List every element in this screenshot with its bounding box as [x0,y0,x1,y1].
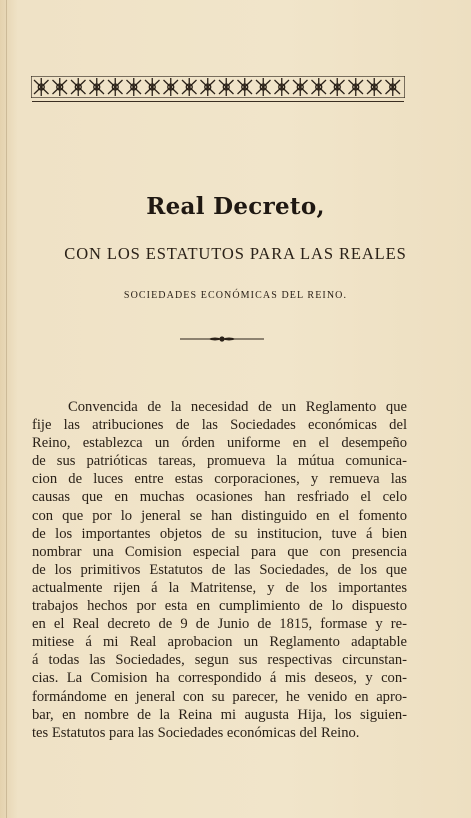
ornament-motif [182,78,197,96]
ornament-rule [32,101,404,102]
body-line: bar, en nombre de la Reina mi augusta Hija, los siguien- [32,706,407,723]
body-line: con que por lo jeneral se han distinguido en el fomento [32,507,407,524]
body-line: Reino, establezca un órden uniforme en el desempeño [32,435,407,452]
ornament-motif [127,78,142,96]
body-line: de los importantes objetos de su institucion, tuve á bien [32,525,407,542]
ornament-motif [349,78,364,96]
ornament-motif [312,78,327,96]
ornament-motif [90,78,105,96]
body-line: tes Estatutos para las Sociedades económicas del Reino. [32,724,360,741]
body-paragraph [32,398,407,742]
body-line: actualmente rijen á la Matritense, y de los importantes [32,579,407,596]
ornament-motif [238,78,253,96]
ornament-motif [164,78,179,96]
body-line: trabajos hechos por esta en cumplimiento de lo dispuesto [32,598,407,615]
document-subtitle-small-caps: SOCIEDADES ECONÓMICAS DEL REINO. [123,290,348,301]
body-line: mitiese á mi Real aprobacion un Reglamento adaptable [32,634,407,651]
ornament-motif [386,78,401,96]
body-line: cias. La Comision ha correspondido á mis deseos, y con- [32,670,407,687]
body-line: fije las atribuciones de las Sociedades económicas del [32,417,407,434]
ornament-motif [219,78,234,96]
ornament-motif [53,78,68,96]
document-subtitle: CON LOS ESTATUTOS PARA LAS REALES [64,244,407,263]
ornament-motif [275,78,290,96]
body-line: en el Real decreto de 9 de Junio de 1815, formase y re- [32,616,407,633]
body-line: causas que en muchas ocasiones han resfriado el celo [32,489,407,506]
body-line: de los primitivos Estatutos de las Sociedades, de los que [32,561,407,578]
ornament-motif [201,78,216,96]
diamond-flourish-icon [180,334,264,344]
body-line: de sus patrióticas tareas, promueva la mútua comunica- [32,453,407,470]
document-title: Real Decreto, [146,193,325,220]
body-line: formándome en jeneral con su parecer, he venido en apro- [32,688,407,705]
body-line: á todas las Sociedades, segun sus respectivas circunstan- [32,652,407,669]
greek-key-ornament-icon [31,76,405,98]
body-line: Convencida de la necesidad de un Reglamento que [68,399,407,415]
body-line: cion de luces entre estas corporaciones, y remueva las [32,471,407,488]
page-gutter [6,0,7,818]
ornament-motif [34,78,49,96]
ornament-motif [256,78,271,96]
ornament-motif [367,78,382,96]
ornament-motif [108,78,123,96]
ornament-motif [293,78,308,96]
ornament-motif [145,78,160,96]
ornament-motif [71,78,86,96]
ornament-motif [330,78,345,96]
body-line: nombrar una Comision especial para que con presencia [32,543,407,560]
